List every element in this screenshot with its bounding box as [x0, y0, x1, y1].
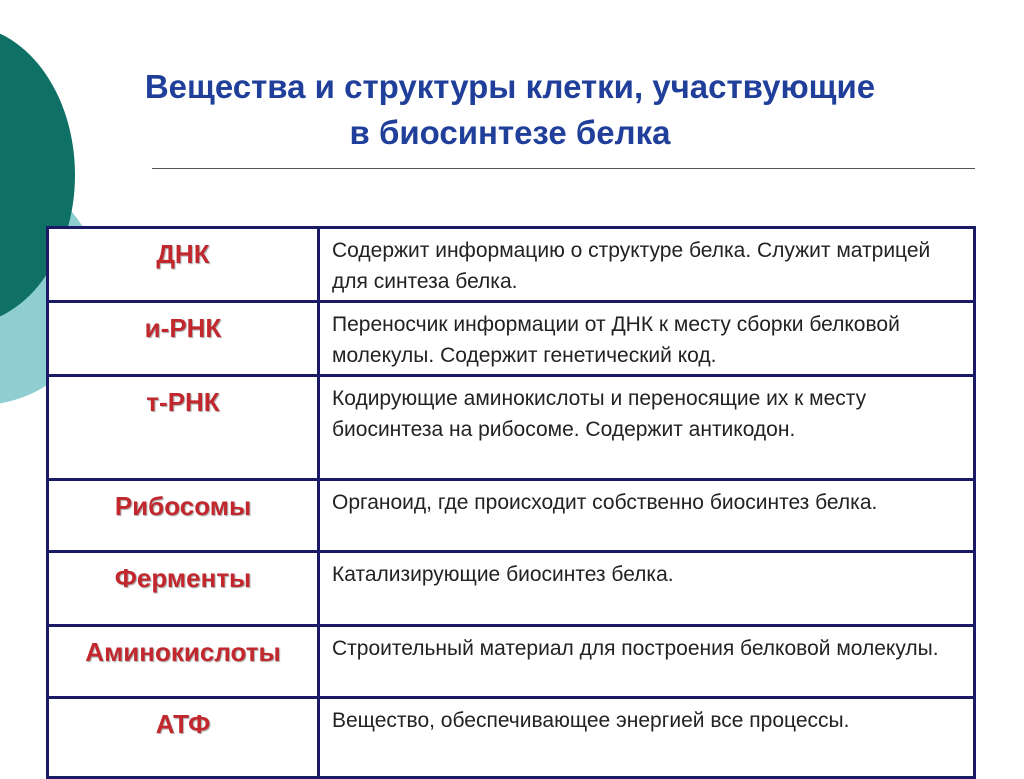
description-cell: Катализирующие биосинтез белка.	[319, 552, 975, 626]
description-cell: Содержит информацию о структуре белка. Служит матрицей для синтеза белка.	[319, 228, 975, 302]
description-cell: Органоид, где происходит собственно биосинтез белка.	[319, 480, 975, 552]
table-row	[48, 228, 975, 302]
biosynthesis-table	[46, 226, 976, 779]
term-cell: Ферменты	[48, 552, 319, 626]
term-cell: Рибосомы	[48, 480, 319, 552]
table-row	[48, 480, 975, 552]
title-line-1: Вещества и структуры клетки, участвующие	[144, 68, 876, 105]
table-row	[48, 552, 975, 626]
title-line-2: в биосинтезе белка	[349, 114, 671, 151]
term-cell: ДНК	[48, 228, 319, 302]
table-row	[48, 698, 975, 778]
table-container	[46, 226, 976, 767]
term-cell: Аминокислоты	[48, 626, 319, 698]
description-cell: Строительный материал для построения белковой молекулы.	[319, 626, 975, 698]
slide-title	[60, 64, 960, 156]
term-cell: и-РНК	[48, 302, 319, 376]
description-cell: Кодирующие аминокислоты и переносящие их к месту биосинтеза на рибосоме. Содержит антикодон.	[319, 376, 975, 480]
table-row	[48, 626, 975, 698]
title-divider	[152, 168, 975, 169]
term-cell: т-РНК	[48, 376, 319, 480]
description-cell: Переносчик информации от ДНК к месту сборки белковой молекулы. Содержит генетический код.	[319, 302, 975, 376]
table-row	[48, 302, 975, 376]
table-row	[48, 376, 975, 480]
term-cell: АТФ	[48, 698, 319, 778]
description-cell: Вещество, обеспечивающее энергией все процессы.	[319, 698, 975, 778]
